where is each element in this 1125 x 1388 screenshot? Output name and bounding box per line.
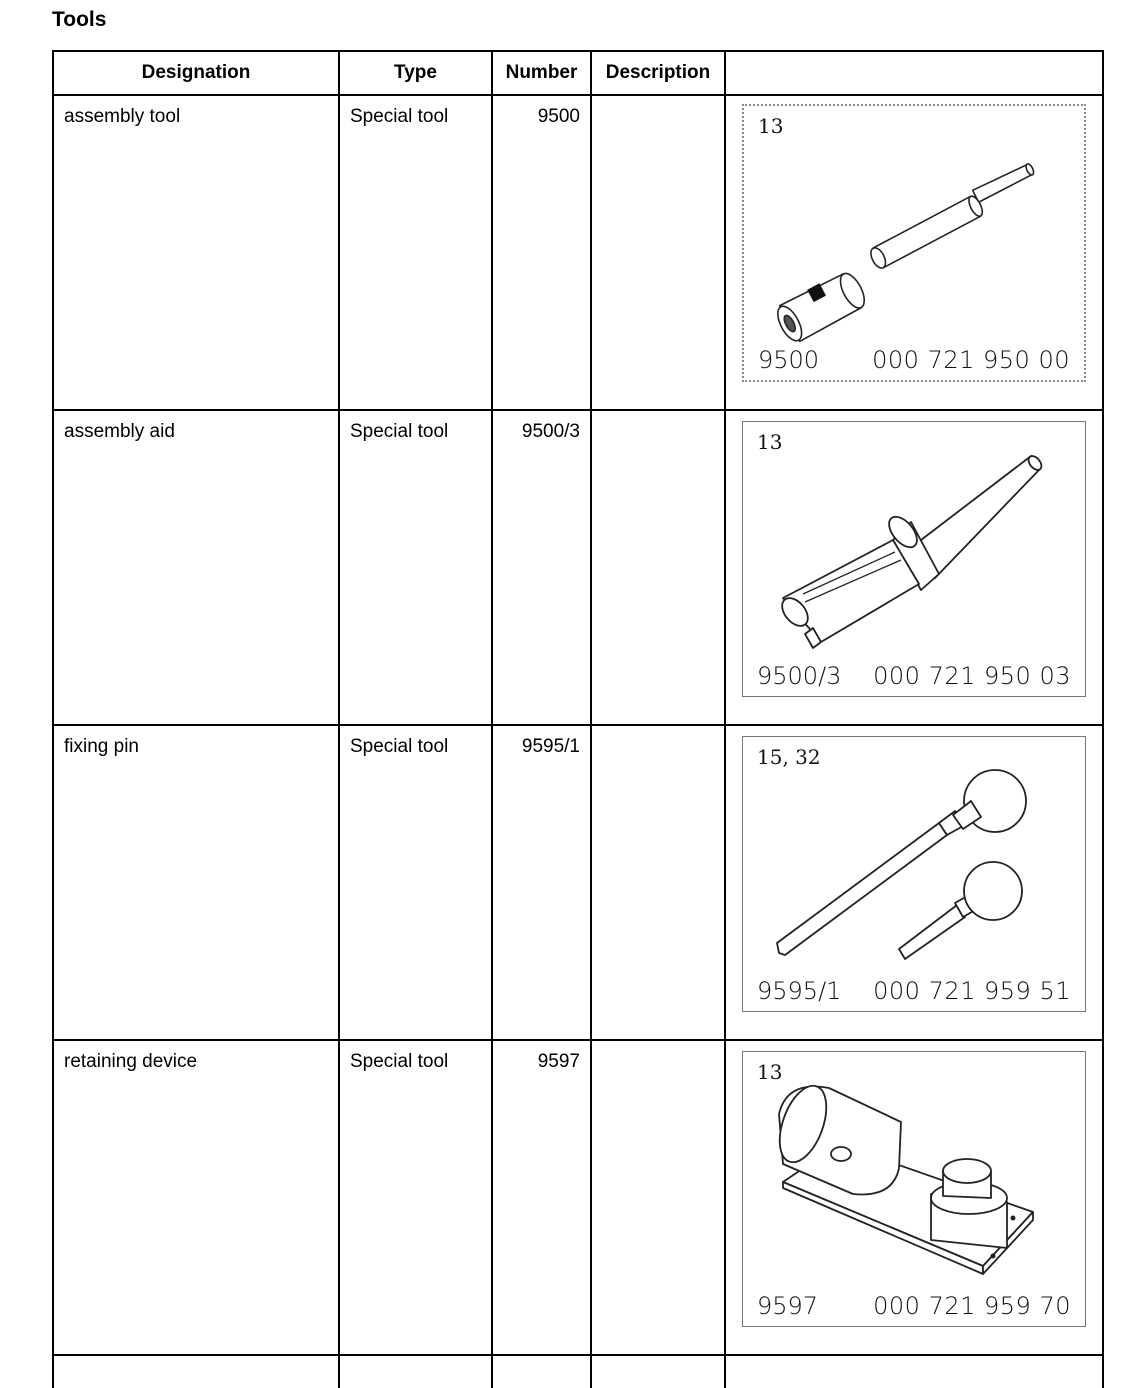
- figure-cell: [725, 1040, 1103, 1355]
- fixing-pin-icon: [743, 737, 1085, 1011]
- header-figure: [725, 51, 1103, 95]
- table-row: [53, 725, 1103, 1040]
- figure-part-number: 9595/1: [757, 977, 842, 1005]
- description-cell: [591, 410, 725, 725]
- figure-ref: 13: [757, 1060, 783, 1084]
- figure-order-number: 000 721 950 00: [872, 346, 1070, 374]
- number-cell: 9500/3: [492, 410, 591, 725]
- empty-cell: [591, 1355, 725, 1388]
- tool-figure: [742, 421, 1086, 697]
- figure-cell: [725, 95, 1103, 410]
- empty-cell: [492, 1355, 591, 1388]
- type-cell: Special tool: [339, 725, 492, 1040]
- header-number: Number: [492, 51, 591, 95]
- tool-figure: [742, 736, 1086, 1012]
- empty-cell: [725, 1355, 1103, 1388]
- description-cell: [591, 1040, 725, 1355]
- figure-part-number: 9500/3: [757, 662, 842, 690]
- header-designation: Designation: [53, 51, 339, 95]
- figure-ref: 15, 32: [757, 745, 821, 769]
- figure-order-number: 000 721 959 51: [873, 977, 1071, 1005]
- header-description: Description: [591, 51, 725, 95]
- designation-cell: fixing pin: [53, 725, 339, 1040]
- empty-cell: [339, 1355, 492, 1388]
- table-row: [53, 95, 1103, 410]
- empty-cell: [53, 1355, 339, 1388]
- type-cell: Special tool: [339, 1040, 492, 1355]
- table-header-row: [53, 51, 1103, 95]
- tools-table: [52, 50, 1104, 1388]
- designation-cell: assembly tool: [53, 95, 339, 410]
- figure-part-number: 9597: [757, 1292, 819, 1320]
- table-row-continued: [53, 1355, 1103, 1388]
- designation-cell: assembly aid: [53, 410, 339, 725]
- table-row: [53, 1040, 1103, 1355]
- tool-figure: [742, 104, 1086, 382]
- figure-order-number: 000 721 950 03: [873, 662, 1071, 690]
- assembly-tool-icon: [744, 106, 1084, 380]
- type-cell: Special tool: [339, 95, 492, 410]
- figure-cell: [725, 725, 1103, 1040]
- number-cell: 9595/1: [492, 725, 591, 1040]
- page-title: Tools: [52, 8, 107, 31]
- description-cell: [591, 95, 725, 410]
- designation-cell: retaining device: [53, 1040, 339, 1355]
- number-cell: 9597: [492, 1040, 591, 1355]
- figure-cell: [725, 410, 1103, 725]
- number-cell: 9500: [492, 95, 591, 410]
- tool-figure: [742, 1051, 1086, 1327]
- header-type: Type: [339, 51, 492, 95]
- table-row: [53, 410, 1103, 725]
- figure-part-number: 9500: [758, 346, 820, 374]
- figure-order-number: 000 721 959 70: [873, 1292, 1071, 1320]
- type-cell: Special tool: [339, 410, 492, 725]
- figure-ref: 13: [758, 114, 784, 138]
- figure-ref: 13: [757, 430, 783, 454]
- retaining-device-icon: [743, 1052, 1085, 1326]
- assembly-aid-icon: [743, 422, 1085, 696]
- description-cell: [591, 725, 725, 1040]
